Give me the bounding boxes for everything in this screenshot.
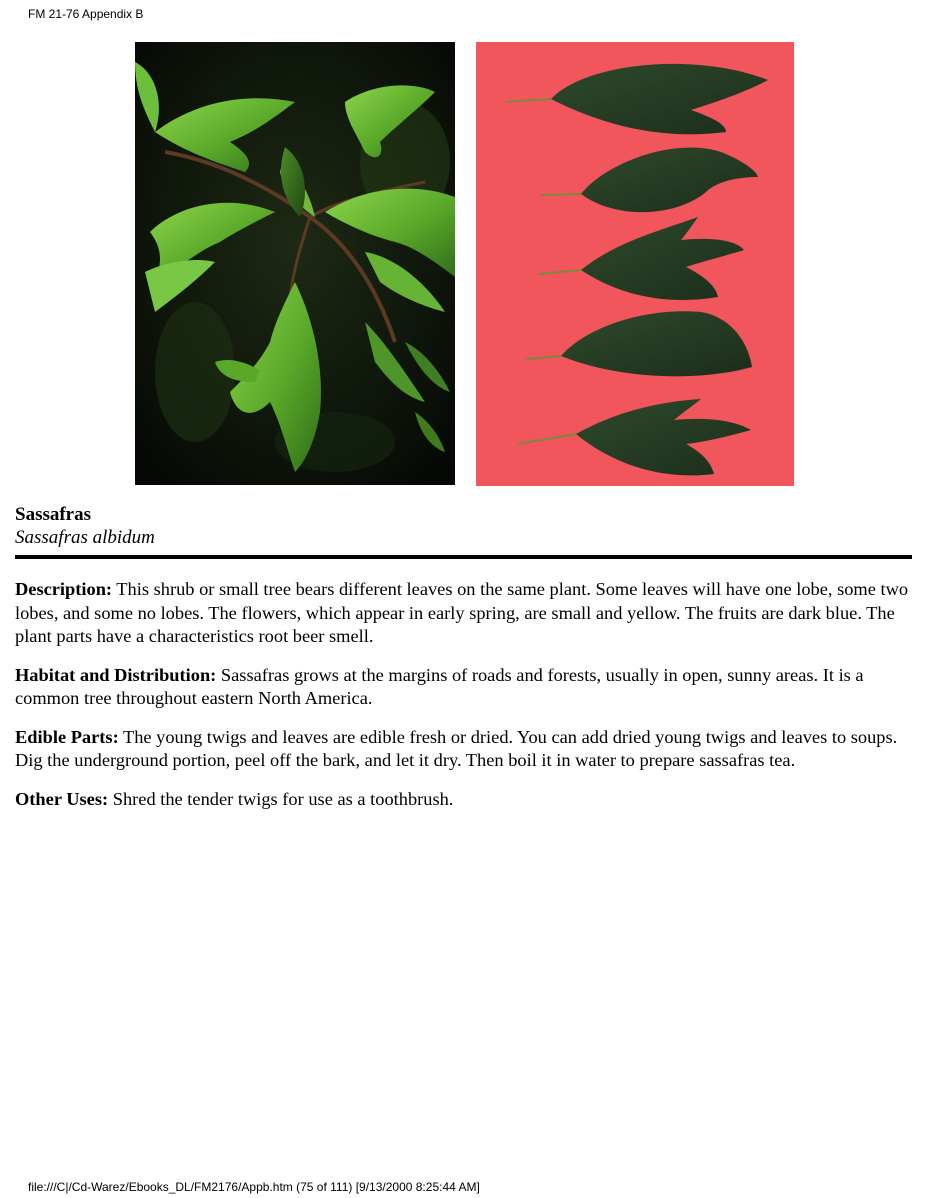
- section-label: Description:: [15, 579, 113, 599]
- section-label: Edible Parts:: [15, 726, 119, 747]
- scientific-name: Sassafras albidum: [15, 527, 155, 548]
- edible-parts-paragraph: [15, 726, 915, 773]
- section-text: Sassafras grows at the margins of roads and forests, usually in open, sunny areas. It is a common tree throughout eastern North America.: [15, 664, 864, 708]
- page-footer: file:///C|/Cd-Warez/Ebooks_DL/FM2176/Appb.htm (75 of 111) [9/13/2000 8:25:44 AM]: [28, 1180, 480, 1194]
- section-label: Habitat and Distribution:: [15, 664, 217, 685]
- section-text: This shrub or small tree bears different leaves on the same plant. Some leaves will have one lobe, some two lobes, and some no lobes. The flowers, which appear in early spring, are small and yellow. The fruits are dark blue. The plant parts have a characteristics root beer smell.: [15, 579, 909, 646]
- page-header: FM 21-76 Appendix B: [28, 7, 144, 21]
- horizontal-rule: [15, 555, 912, 559]
- section-text: Shred the tender twigs for use as a toothbrush.: [108, 788, 454, 809]
- sassafras-leaves-on-red-photo: [476, 42, 794, 486]
- plant-title-block: [15, 503, 155, 549]
- habitat-paragraph: [15, 664, 915, 711]
- plant-description-content: [15, 578, 915, 826]
- other-uses-paragraph: [15, 788, 915, 812]
- section-text: The young twigs and leaves are edible fresh or dried. You can add dried young twigs and leaves to soups. Dig the underground portion, peel off the bark, and let it dry. Then boil it in water to prepare sassafras tea.: [15, 726, 898, 770]
- sassafras-branch-photo: [135, 42, 455, 485]
- section-label: Other Uses:: [15, 788, 109, 809]
- common-name: Sassafras: [15, 504, 92, 525]
- description-paragraph: [15, 578, 915, 649]
